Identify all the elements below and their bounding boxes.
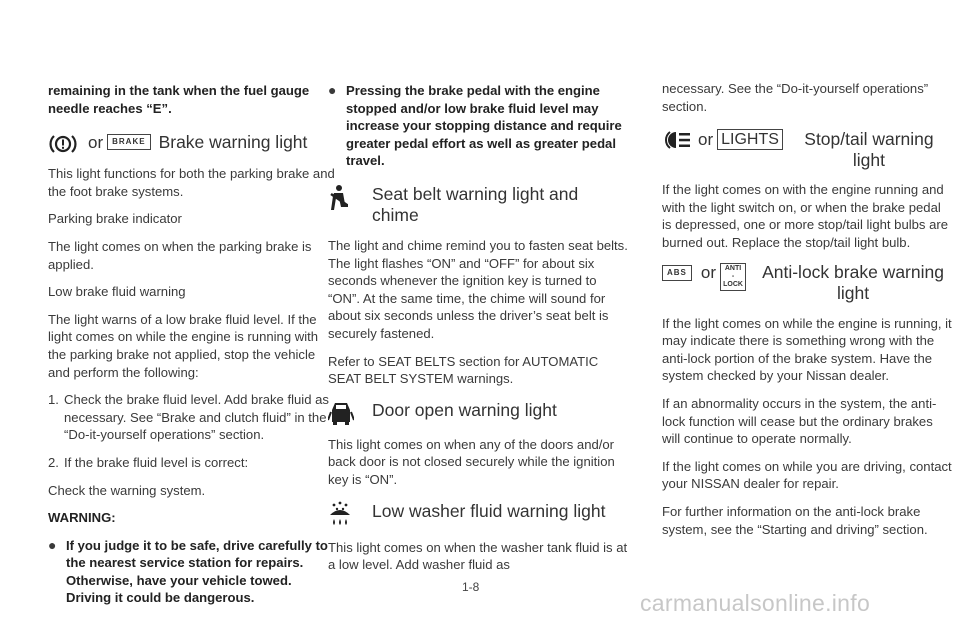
list-text: If the brake fluid level is correct: xyxy=(64,454,249,470)
page-number: 1-8 xyxy=(462,580,480,594)
abs-desc-2: If an abnormality occurs in the system, the anti-lock function will cease but the ordinary brakes will continue to operate normally. xyxy=(662,395,937,447)
watermark: carmanualsonline.info xyxy=(640,590,871,616)
low-brake-desc: The light warns of a low brake fluid level. If the light comes on while the engine is running with the parking brake not applied, stop the vehicle and perform the following: xyxy=(48,311,319,380)
check-warning-text: Check the warning system. xyxy=(48,482,206,498)
door-open-heading xyxy=(328,400,628,426)
intro-text: remaining in the tank when the fuel gauge needle reaches “E”. xyxy=(48,83,310,116)
stop-tail-icon xyxy=(662,129,692,151)
washer-fluid-icon xyxy=(328,501,352,527)
seatbelt-icon xyxy=(328,184,350,212)
door-open-desc: This light comes on when any of the doors and/or back door is not closed securely while the ignition key is “ON”. xyxy=(328,436,615,487)
low-brake-title: Low brake fluid warning xyxy=(48,284,186,300)
washer-heading xyxy=(328,501,628,527)
bullet-icon: ● xyxy=(328,82,337,98)
or-text: or xyxy=(698,130,714,150)
abs-box-label: ABS xyxy=(662,265,692,281)
column-left xyxy=(48,82,338,607)
washer-desc: This light comes on when the washer tank fluid is at a low level. Add washer fluid as xyxy=(328,539,628,573)
bullet-icon: ● xyxy=(48,536,57,553)
warning-bullet-text: If you judge it to be safe, drive carefully to the nearest service station for repairs. Otherwise, have your vehicle towed. Driving it could be dangerous. xyxy=(66,537,328,606)
seatbelt-title: Seat belt warning light and chime xyxy=(372,183,579,225)
or-text: or xyxy=(700,262,717,282)
stop-tail-desc: If the light comes on with the engine running and with the light switch on, or when the brake pedal is depressed, one or more stop/tail light bulbs are burned out. Replace the stop/tail light bulb. xyxy=(662,182,949,250)
stop-tail-title: Stop/tail warning light xyxy=(804,129,934,171)
anti-lock-box-top: ANTI xyxy=(724,264,742,272)
abs-desc-3: If the light comes on while you are driving, contact your NISSAN dealer for repair. xyxy=(662,458,952,492)
column-right xyxy=(662,80,952,538)
brake-warning-heading xyxy=(48,132,338,156)
continued-text: necessary. See the “Do-it-yourself operations” section. xyxy=(662,81,929,114)
door-open-icon xyxy=(328,400,354,426)
abs-heading xyxy=(662,262,952,304)
parking-brake-desc: The light comes on when the parking brake is applied. xyxy=(48,238,312,272)
brake-desc: This light functions for both the parking brake and the foot brake systems. xyxy=(48,166,335,199)
brake-box-label: BRAKE xyxy=(107,134,150,150)
anti-lock-box-bottom: -LOCK xyxy=(723,272,743,288)
lights-box-label: LIGHTS xyxy=(717,129,783,150)
brake-warning-title: Brake warning light xyxy=(158,132,308,153)
door-open-title: Door open warning light xyxy=(372,399,557,420)
abs-title: Anti-lock brake warning light xyxy=(762,261,944,303)
list-number: 2. xyxy=(48,454,59,470)
brake-pedal-bullet xyxy=(328,82,628,170)
list-text: Check the brake fluid level. Add brake fluid as necessary. See “Brake and clutch fluid” in the “Do-it-yourself operations” section. xyxy=(64,392,329,443)
parking-brake-title: Parking brake indicator xyxy=(48,211,182,227)
brake-pedal-bullet-text: Pressing the brake pedal with the engine stopped and/or low brake fluid level may increase your stopping distance and require greater pedal effort as well as greater pedal travel. xyxy=(346,83,622,169)
anti-lock-box-label xyxy=(720,263,746,291)
list-item xyxy=(48,454,338,472)
abs-desc-1: If the light comes on while the engine is running, it may indicate there is something wrong with the anti-lock portion of the brake system. Have the system checked by your Nissan dealer. xyxy=(662,315,952,384)
or-text: or xyxy=(88,133,104,153)
washer-title: Low washer fluid warning light xyxy=(372,500,606,521)
list-item xyxy=(48,391,338,444)
seatbelt-heading xyxy=(328,184,628,226)
list-number: 1. xyxy=(48,392,59,408)
seatbelt-desc: The light and chime remind you to fasten seat belts. The light flashes “ON” and “OFF” for about six seconds whenever the ignition key is turned to “ON”. At the same time, the chime will sound for about six seconds unless the driver’s seat belt is securely fastened. xyxy=(328,237,628,341)
warning-label: WARNING: xyxy=(48,510,116,526)
abs-desc-4: For further information on the anti-lock brake system, see the “Starting and driving” section. xyxy=(662,503,928,537)
warning-bullet xyxy=(48,537,338,607)
stop-tail-heading xyxy=(662,129,952,171)
seatbelt-refer: Refer to SEAT BELTS section for AUTOMATIC SEAT BELT SYSTEM warnings. xyxy=(328,353,599,387)
column-middle xyxy=(328,82,628,574)
brake-warning-icon xyxy=(48,132,78,156)
